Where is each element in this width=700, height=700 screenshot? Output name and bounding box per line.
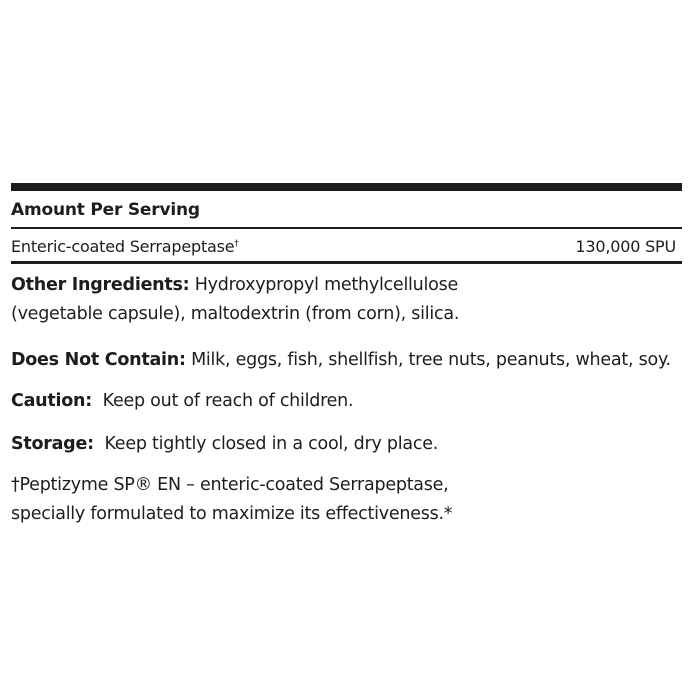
caution-label: Caution: <box>11 391 92 411</box>
ingredient-name: Enteric-coated Serrapeptase <box>11 236 235 256</box>
storage-value: Keep tightly closed in a cool, dry place. <box>93 434 439 454</box>
ingredient-amount: 130,000 SPU <box>575 236 676 256</box>
amount-per-serving-header: Amount Per Serving <box>11 200 200 220</box>
other-ingredients-line1: Hydroxypropyl methylcellulose <box>189 275 458 295</box>
top-thick-rule <box>11 183 682 191</box>
supplement-facts-panel <box>11 183 682 529</box>
footnote-line2: specially formulated to maximize its effectiveness.* <box>11 504 453 524</box>
storage-text <box>11 430 682 459</box>
does-not-contain-value: Milk, eggs, fish, shellfish, tree nuts, peanuts, wheat, soy. <box>185 350 671 370</box>
ingredient-name-cell <box>11 237 239 256</box>
caution-value: Keep out of reach of children. <box>91 391 354 411</box>
ingredient-row <box>11 229 682 261</box>
caution-text <box>11 387 682 416</box>
does-not-contain-text <box>11 346 682 375</box>
footnote-line1: †Peptizyme SP® EN – enteric-coated Serrapeptase, <box>11 475 449 495</box>
other-ingredients-line2: (vegetable capsule), maltodextrin (from corn), silica. <box>11 304 460 324</box>
other-ingredients-text <box>11 271 682 329</box>
storage-label: Storage: <box>11 434 94 454</box>
bottom-rule <box>11 261 682 264</box>
other-ingredients-label: Other Ingredients: <box>11 275 190 295</box>
does-not-contain-label: Does Not Contain: <box>11 350 186 370</box>
dagger-mark: † <box>234 238 239 249</box>
footnote-text <box>11 471 682 529</box>
